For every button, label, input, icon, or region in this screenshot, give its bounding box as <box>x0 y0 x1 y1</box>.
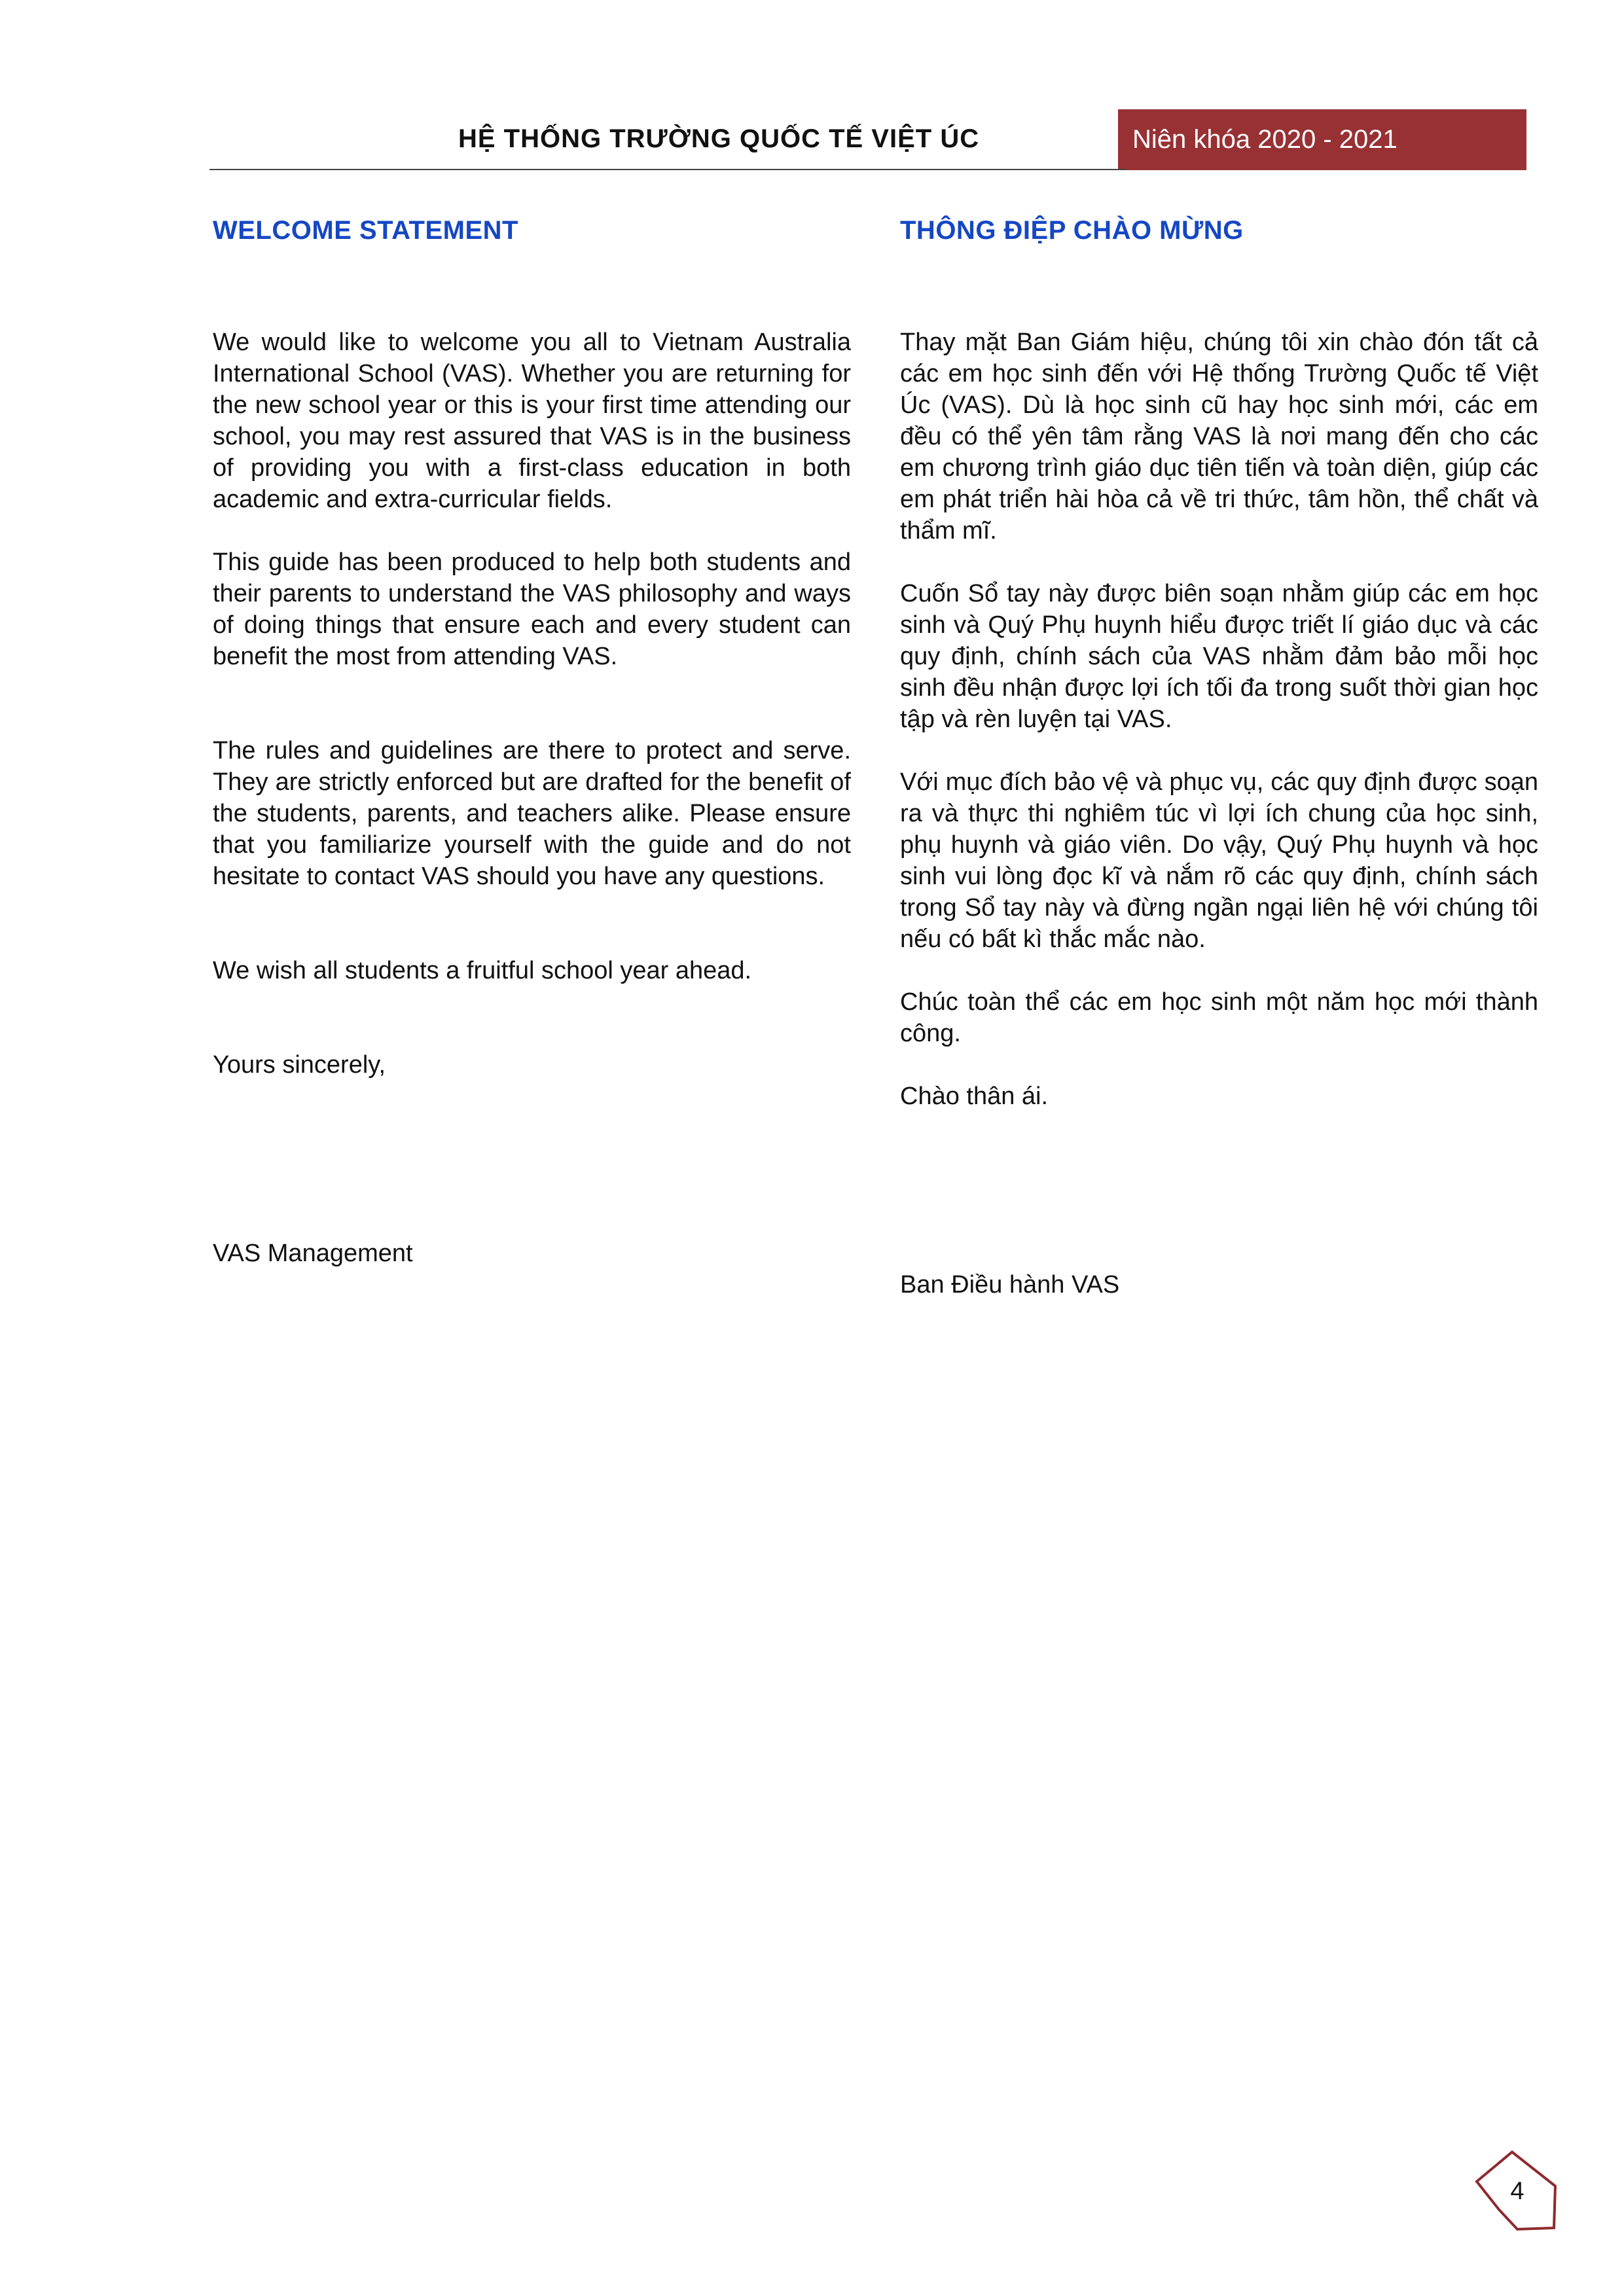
page-number-badge <box>1471 2145 1563 2237</box>
vietnamese-paragraph-1: Thay mặt Ban Giám hiệu, chúng tôi xin chào đón tất cả các em học sinh đến với Hệ thống Trường Quốc tế Việt Úc (VAS). Dù là học sinh cũ hay học sinh mới, các em đều có thể yên tâm rằng VAS là nơi mang đến cho các em chương trình giáo dục tiên tiến và toàn diện, giúp các em phát triển hài hòa cả về tri thức, tâm hồn, thể chất và thẩm mĩ. <box>900 329 1538 545</box>
school-year-badge: Niên khóa 2020 - 2021 <box>1118 109 1526 170</box>
english-paragraph-1: We would like to welcome you all to Vietnam Australia International School (VAS). Whether you are returning for the new school year or this is your first time attending our school, you may rest assured that VAS is in the business of providing you with a first-class education in both academic and extra-curricular fields. <box>213 329 851 513</box>
vietnamese-closing: Chào thân ái. <box>900 1083 1049 1110</box>
vietnamese-column <box>900 216 1538 1300</box>
page-number: 4 <box>1510 2178 1525 2205</box>
english-paragraph-4: We wish all students a fruitful school year ahead. <box>213 957 752 984</box>
english-heading: WELCOME STATEMENT <box>213 216 518 245</box>
header-divider <box>209 169 1126 170</box>
vietnamese-heading: THÔNG ĐIỆP CHÀO MỪNG <box>900 216 1244 245</box>
english-paragraph-2: This guide has been produced to help both students and their parents to understand the VAS philosophy and ways of doing things that ensure each and every student can benefit the most from attending VAS. <box>213 548 851 670</box>
english-signature: VAS Management <box>213 1240 413 1267</box>
school-system-title: HỆ THỐNG TRƯỜNG QUỐC TẾ VIỆT ÚC <box>458 124 980 153</box>
english-paragraph-3: The rules and guidelines are there to protect and serve. They are strictly enforced but are drafted for the benefit of the students, parents, and teachers alike. Please ensure that you familiarize yourself with the guide and do not hesitate to contact VAS should you have any questions. <box>213 737 851 890</box>
english-closing: Yours sincerely, <box>213 1051 386 1079</box>
vietnamese-paragraph-4: Chúc toàn thể các em học sinh một năm học mới thành công. <box>900 988 1538 1047</box>
vietnamese-signature: Ban Điều hành VAS <box>900 1271 1120 1299</box>
english-column <box>213 216 851 1269</box>
vietnamese-paragraph-2: Cuốn Sổ tay này được biên soạn nhằm giúp các em học sinh và Quý Phụ huynh hiểu được triết lí giáo dục và các quy định, chính sách của VAS nhằm đảm bảo mỗi học sinh đều nhận được lợi ích tối đa trong suốt thời gian học tập và rèn luyện tại VAS. <box>900 580 1538 733</box>
vietnamese-paragraph-3: Với mục đích bảo vệ và phục vụ, các quy định được soạn ra và thực thi nghiêm túc vì lợi ích chung của học sinh, phụ huynh và giáo viên. Do vậy, Quý Phụ huynh và học sinh vui lòng đọc kĩ và nắm rõ các quy định, chính sách trong Sổ tay này và đừng ngần ngại liên hệ với chúng tôi nếu có bất kì thắc mắc nào. <box>900 768 1538 953</box>
